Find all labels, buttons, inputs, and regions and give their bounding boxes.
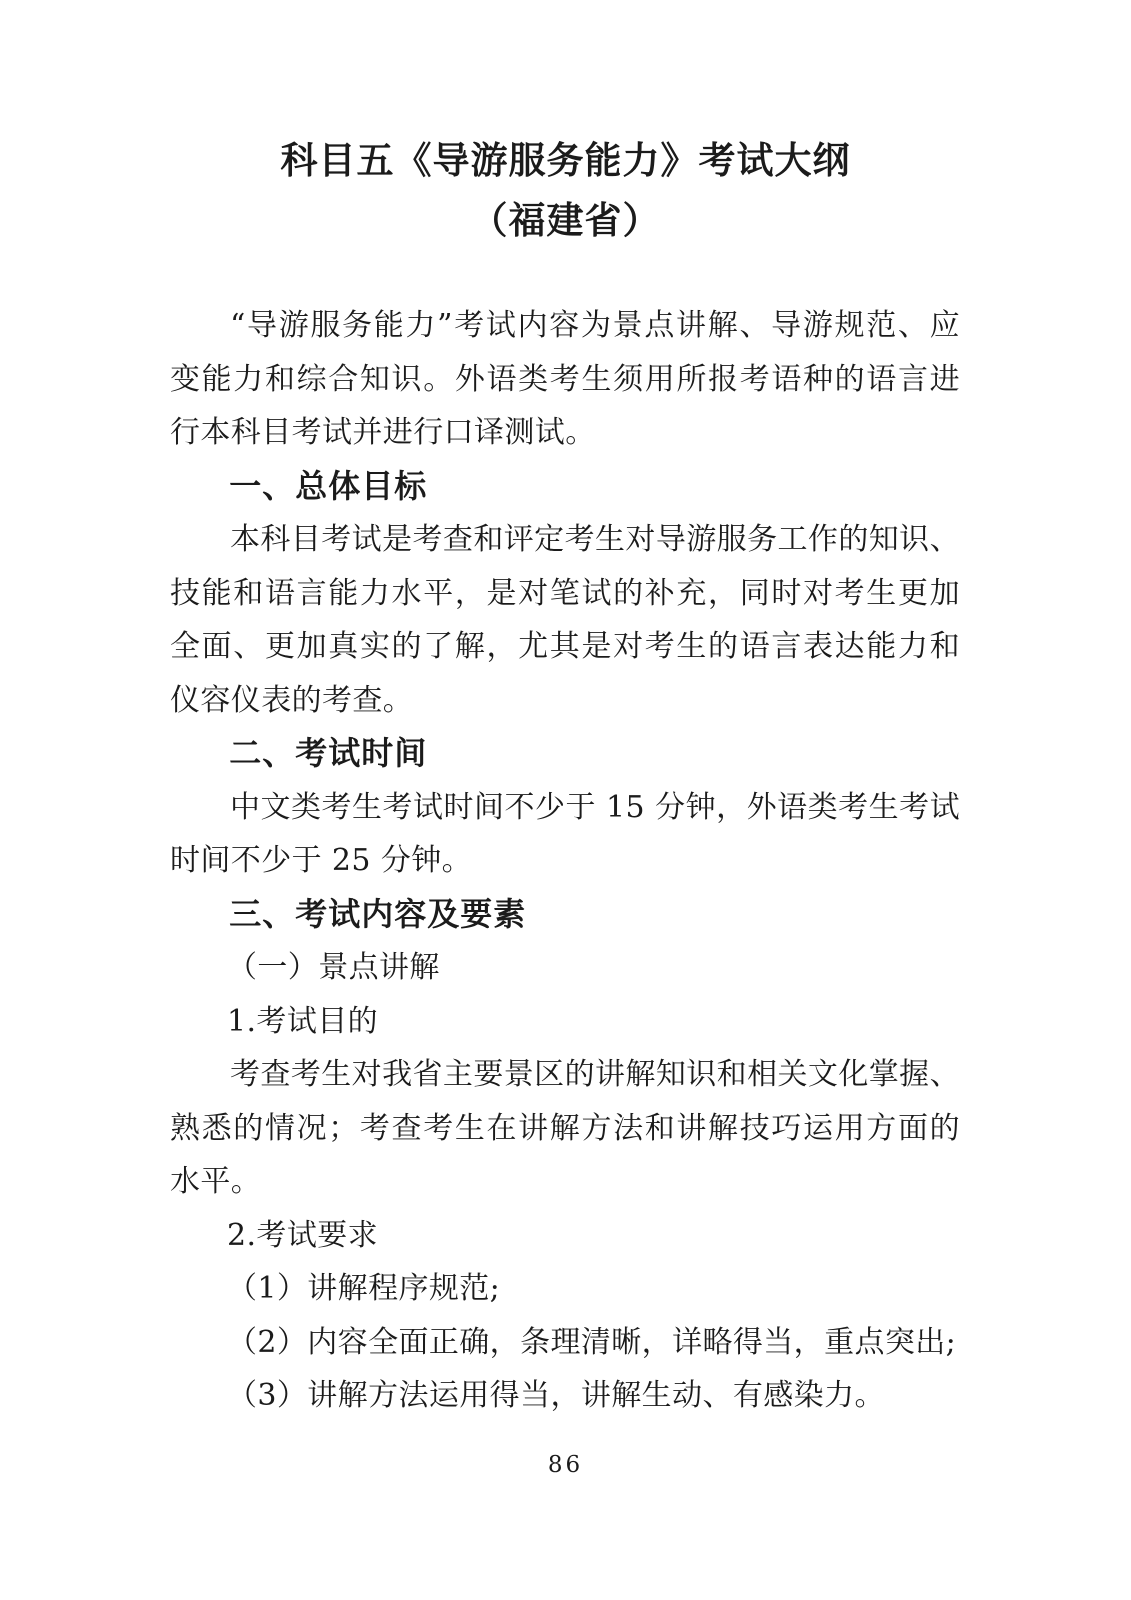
page-number: 86 (547, 1452, 584, 1478)
heading-section-3-exam-content: 三、考试内容及要素 (229, 894, 527, 933)
requirement-item-3: （3）讲解方法运用得当，讲解生动、有感染力。 (227, 1378, 885, 1413)
paragraph-exam-purpose-body: 考查考生对我省主要景区的讲解知识和相关文化掌握、熟悉的情况；考查考生在讲解方法和讲解技巧运用方面的水平。 (170, 1057, 960, 1199)
paragraph-exam-time-body: 中文类考生考试时间不少于 15 分钟，外语类考生考试时间不少于 25 分钟。 (170, 789, 960, 878)
heading-section-2-exam-time: 二、考试时间 (229, 734, 428, 772)
paragraph-overall-goal-body: 本科目考试是考查和评定考生对导游服务工作的知识、技能和语言能力水平，是对笔试的补充，同时对考生更加全面、更加真实的了解，尤其是对考生的语言表达能力和仪容仪表的考查。 (170, 522, 960, 718)
title-line-1: 科目五《导游服务能力》考试大纲 (280, 141, 851, 182)
document-body (170, 299, 960, 1423)
requirement-item-1: （1）讲解程序规范; (227, 1271, 501, 1306)
document-title (0, 132, 1131, 252)
subheading-scenic-spot-explanation: （一）景点讲解 (227, 950, 440, 985)
title-line-2: （福建省） (470, 201, 661, 242)
subheading-exam-requirements: 2.考试要求 (227, 1217, 379, 1253)
subheading-exam-purpose: 1.考试目的 (227, 1003, 379, 1039)
paragraph-exam-overview: “导游服务能力”考试内容为景点讲解、导游规范、应变能力和综合知识。外语类考生须用所报考语种的语言进行本科目考试并进行口译测试。 (170, 308, 960, 450)
heading-section-1-overall-goal: 一、总体目标 (229, 466, 428, 505)
requirement-item-2: （2）内容全面正确，条理清晰，详略得当，重点突出; (227, 1324, 957, 1360)
